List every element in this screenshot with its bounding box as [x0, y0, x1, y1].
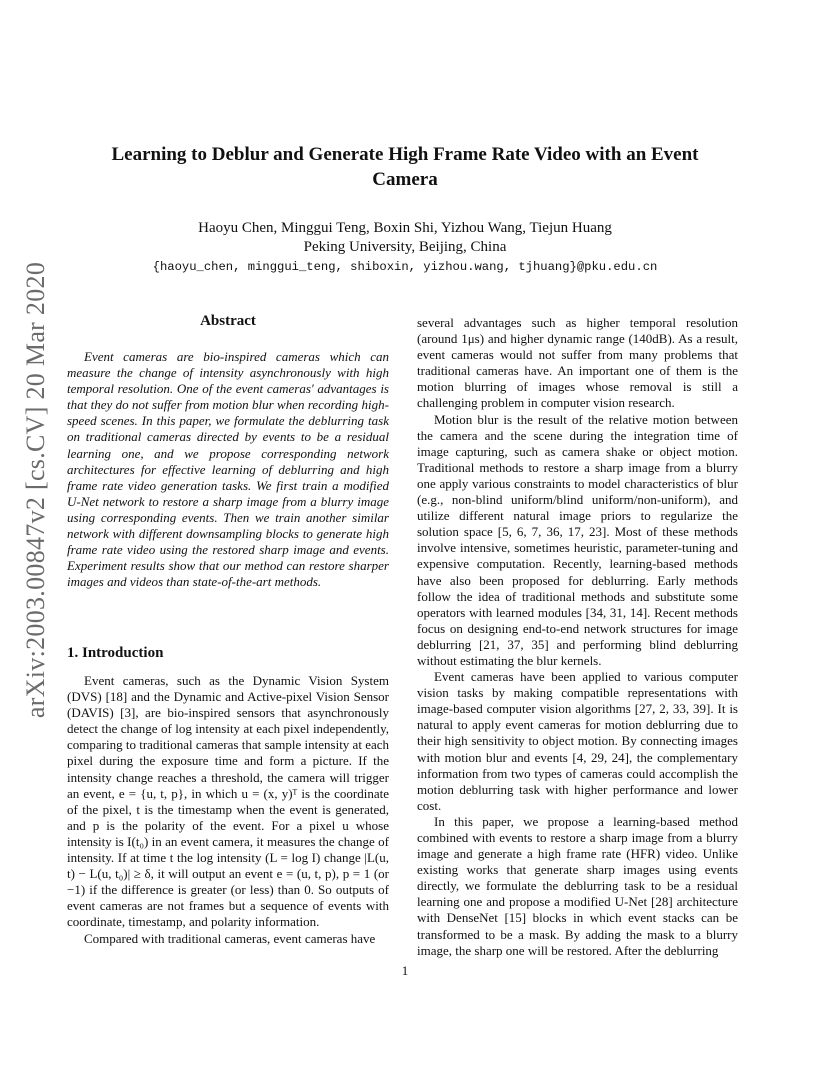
arxiv-identifier-text: arXiv:2003.00847v2 [cs.CV] 20 Mar 2020: [21, 261, 51, 719]
right-paragraph-2: Motion blur is the result of the relative motion between the camera and the scene during the integration time of image capturing, such as camera shake or object motion. Traditional methods to restore a sharp image from a blurry one apply various constraints to model characteristics of blur (e.g., non-blind uniform/blind uniform/non-uniform), and utilize different natural image priors to regularize the solution space [5, 6, 7, 36, 17, 23]. Most of these methods involve intensive, sometimes heuristic, parameter-tuning and expensive computation. Recently, learning-based methods have also been proposed for deblurring. Early methods follow the idea of traditional methods and substitute some operators with learned modules [34, 31, 14]. Recent methods focus on designing end-to-end network structures for image deblurring [21, 37, 35] and performing blind deblurring without estimating the blur kernels.: [417, 411, 738, 668]
abstract-body: [67, 349, 389, 590]
paper-title: Learning to Deblur and Generate High Frame Rate Video with an Event Camera: [111, 144, 699, 190]
right-paragraph-3: Event cameras have been applied to various computer vision tasks by making compatible representations with image-based computer vision algorithms [27, 2, 33, 39]. It is natural to apply event cameras for motion deblurring due to their high sensitivity to object motion. By connecting images with motion blur and events [4, 29, 24], the complementary information from two types of cameras could accomplish the motion deblurring task with higher performance and lower cost.: [417, 669, 738, 813]
right-paragraph-1: several advantages such as higher temporal resolution (around 1μs) and higher dynamic range (140dB). As a result, event cameras would not suffer from many problems that traditional cameras have. An important one of them is the motion blurring of images whose removal is still a challenging problem in computer vision research.: [417, 315, 738, 411]
right-paragraph-4: In this paper, we propose a learning-based method combined with events to restore a sharp image from a blurry image and generate a high frame rate (HFR) video. Unlike existing works that generate sharp images using events directly, we formulate the deblurring task to be a residual learning one and propose a modified U-Net [28] architecture with DenseNet [15] blocks in which event stacks can be transformed to be a mask. By adding the mask to a blurry image, the sharp one will be restored. After the deblurring: [417, 813, 738, 958]
author-names: Haoyu Chen, Minggui Teng, Boxin Shi, Yizhou Wang, Tiejun Huang: [198, 220, 612, 236]
author-block: [100, 219, 710, 257]
section-heading-introduction: 1. Introduction: [67, 645, 164, 661]
author-emails: {haoyu_chen, minggui_teng, shiboxin, yizhou.wang, tjhuang}@pku.edu.cn: [152, 260, 658, 274]
abstract-heading: Abstract: [200, 313, 256, 329]
introduction-left-column: [67, 673, 389, 947]
affiliation: Peking University, Beijing, China: [303, 239, 507, 255]
abstract-paragraph: Event cameras are bio-inspired cameras which can measure the change of intensity asynchronously with high temporal resolution. One of the event cameras' advantages is that they do not suffer from motion blur when recording high-speed scenes. In this paper, we formulate the deblurring task on traditional cameras directed by events to be a residual learning one, and we propose corresponding network architectures for effective learning of deblurring and high frame rate video generation tasks. We first train a modified U-Net network to restore a sharp image from a blurry image using corresponding events. Then we train another similar network with different downsampling blocks to generate high frame rate video using the restored sharp image and events. Experiment results show that our method can restore sharper images and videos than state-of-the-art methods.: [67, 349, 389, 590]
intro-paragraph-2: Compared with traditional cameras, event cameras have: [84, 930, 376, 946]
right-column: [417, 315, 738, 959]
intro-paragraph-1: Event cameras, such as the Dynamic Vision System (DVS) [18] and the Dynamic and Active-pixel Vision Sensor (DAVIS) [3], are bio-inspired sensors that asynchronously detect the change of log intensity at each pixel independently, comparing to traditional cameras that sample intensity at each pixel during the exposure time and form a picture. If the intensity change reaches a threshold, the camera will trigger an event, e = {u, t, p}, in which u = (x, y)ᵀ is the coordinate of the pixel, t is the timestamp when the event is generated, and p is the polarity of the event. For a pixel u whose intensity is I(t₀) in an event camera, it measures the change of intensity. If at time t the log intensity (L = log I) change |L(u, t) − L(u, t₀)| ≥ δ, it will output an event e = (u, t, p), p = 1 (or −1) if the difference is greater (or less) than 0. So outputs of event cameras are not frames but a sequence of events with coordinate, timestamp, and polarity information.: [67, 673, 389, 930]
arxiv-identifier: [14, 261, 58, 719]
page-number: 1: [401, 963, 409, 978]
